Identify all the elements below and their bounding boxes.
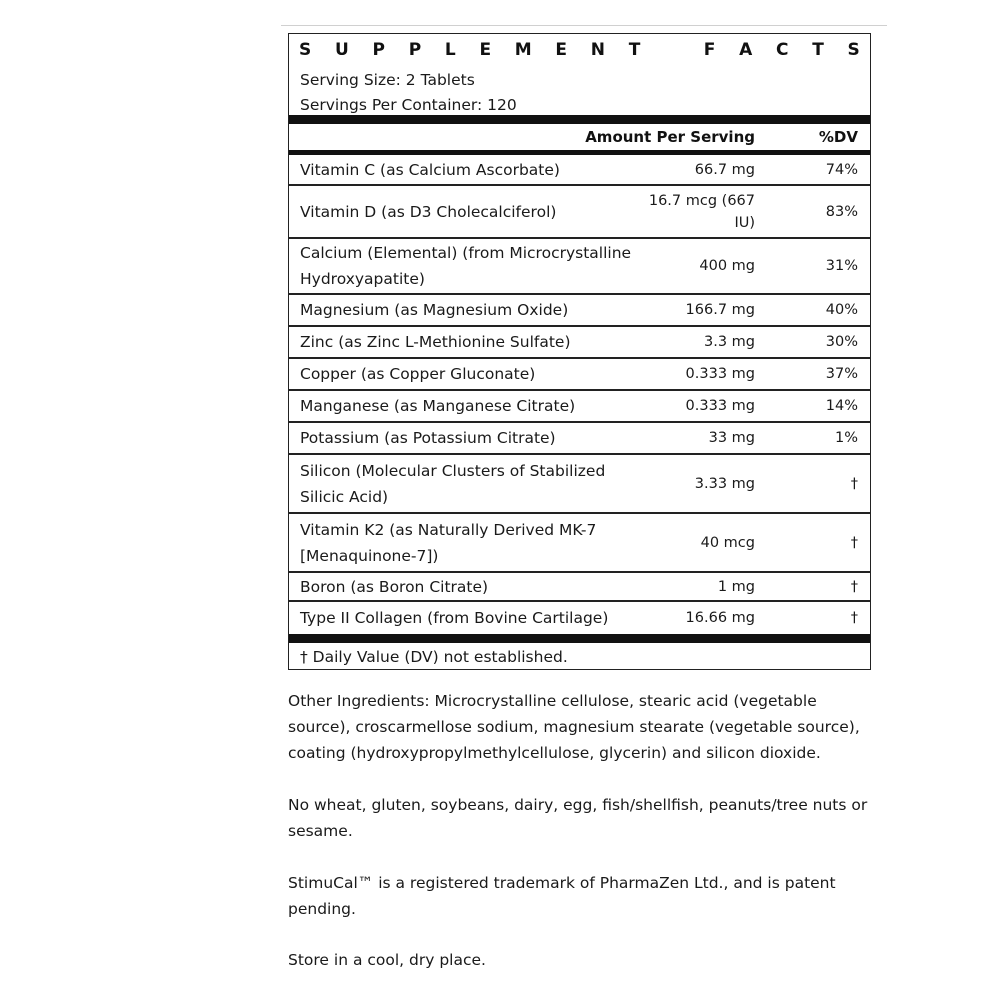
table-row (289, 455, 870, 512)
allergen-statement: No wheat, gluten, soybeans, dairy, egg, fish/shellfish, peanuts/tree nuts or sesame. (288, 796, 868, 840)
nutrient-name: Manganese (as Manganese Citrate) (300, 397, 576, 415)
heading-letter: L (444, 40, 456, 60)
other-ingredients: Other Ingredients: Microcrystalline cellulose, stearic acid (vegetable source), croscarmellose sodium, magnesium stearate (vegetable source), coating (hydroxypropylmethylcellulose, glycerin) and silicon dioxide. (288, 692, 860, 762)
dv-footnote: † Daily Value (DV) not established. (300, 648, 568, 666)
nutrient-name: Zinc (as Zinc L-Methionine Sulfate) (300, 333, 571, 351)
table-row (289, 391, 870, 421)
nutrient-dv: † (850, 534, 858, 551)
supplement-facts-panel (288, 33, 871, 670)
heading-letter: N (590, 40, 605, 60)
nutrient-amount: 33 mg (708, 430, 755, 446)
heading-letter: S (299, 40, 312, 60)
serving-size: Serving Size: 2 Tablets (300, 71, 475, 89)
heading-letter: P (372, 40, 385, 60)
nutrient-name: Vitamin D (as D3 Cholecalciferol) (300, 202, 557, 221)
nutrient-name: Vitamin K2 (as Naturally Derived MK-7 [Menaquinone-7]) (300, 520, 597, 565)
table-row (289, 359, 870, 389)
bottom-thick-divider (289, 634, 870, 643)
table-row (289, 239, 870, 293)
nutrient-name: Copper (as Copper Gluconate) (300, 365, 536, 383)
dv-header: %DV (818, 128, 858, 146)
heading-letter: F (703, 40, 716, 60)
nutrient-amount: 166.7 mg (685, 302, 755, 318)
nutrient-dv: 1% (834, 430, 858, 446)
nutrient-dv: † (850, 578, 858, 595)
heading-letter: P (408, 40, 422, 60)
nutrient-name: Magnesium (as Magnesium Oxide) (300, 301, 569, 319)
nutrient-amount: 3.33 mg (694, 475, 755, 492)
thick-divider (289, 115, 870, 124)
heading-letter: E (555, 40, 568, 60)
nutrient-dv: 37% (825, 366, 858, 382)
nutrient-amount: 0.333 mg (685, 366, 755, 382)
nutrient-name: Potassium (as Potassium Citrate) (300, 429, 556, 447)
heading-letter: U (334, 40, 349, 60)
nutrient-amount: 16.66 mg (685, 610, 755, 626)
table-row (289, 186, 870, 237)
table-row (289, 155, 870, 184)
storage-statement: Store in a cool, dry place. (288, 951, 486, 969)
trademark-statement: StimuCal™ is a registered trademark of PharmaZen Ltd., and is patent pending. (288, 874, 836, 918)
heading-letter: S (847, 40, 860, 60)
table-row (289, 602, 870, 634)
nutrient-dv: † (850, 475, 858, 492)
nutrient-name: Silicon (Molecular Clusters of Stabilized Silicic Acid) (300, 461, 606, 506)
nutrient-dv: † (850, 610, 858, 626)
supplement-facts-heading (299, 38, 860, 62)
table-row (289, 295, 870, 325)
table-row (289, 514, 870, 571)
nutrient-name: Vitamin C (as Calcium Ascorbate) (300, 160, 560, 179)
nutrient-amount: 40 mcg (700, 534, 755, 551)
nutrient-dv: 30% (825, 334, 858, 350)
nutrient-dv: 31% (825, 258, 858, 274)
nutrient-name: Calcium (Elemental) (from Microcrystalline Hydroxyapatite) (300, 244, 632, 288)
nutrient-dv: 40% (825, 302, 858, 318)
nutrient-dv: 14% (825, 398, 858, 414)
heading-letter: A (739, 40, 753, 60)
nutrient-amount: 0.333 mg (685, 398, 755, 414)
nutrient-amount: 16.7 mcg (667 IU) (648, 192, 755, 231)
nutrient-amount: 66.7 mg (694, 161, 755, 178)
amount-per-serving-header: Amount Per Serving (585, 128, 755, 146)
nutrient-dv: 74% (825, 161, 858, 178)
heading-letter: E (479, 40, 492, 60)
servings-per-container: Servings Per Container: 120 (300, 96, 517, 114)
nutrient-dv: 83% (825, 203, 858, 220)
nutrient-amount: 1 mg (717, 578, 755, 595)
table-row (289, 423, 870, 453)
nutrient-name: Boron (as Boron Citrate) (300, 577, 489, 596)
heading-letter: M (514, 40, 532, 60)
heading-letter: C (776, 40, 789, 60)
nutrient-amount: 3.3 mg (704, 334, 755, 350)
top-divider (281, 25, 887, 26)
table-row (289, 573, 870, 600)
table-row (289, 327, 870, 357)
nutrient-name: Type II Collagen (from Bovine Cartilage) (300, 609, 609, 627)
nutrient-amount: 400 mg (699, 258, 755, 274)
heading-letter: T (628, 40, 641, 60)
heading-letter: T (812, 40, 824, 60)
